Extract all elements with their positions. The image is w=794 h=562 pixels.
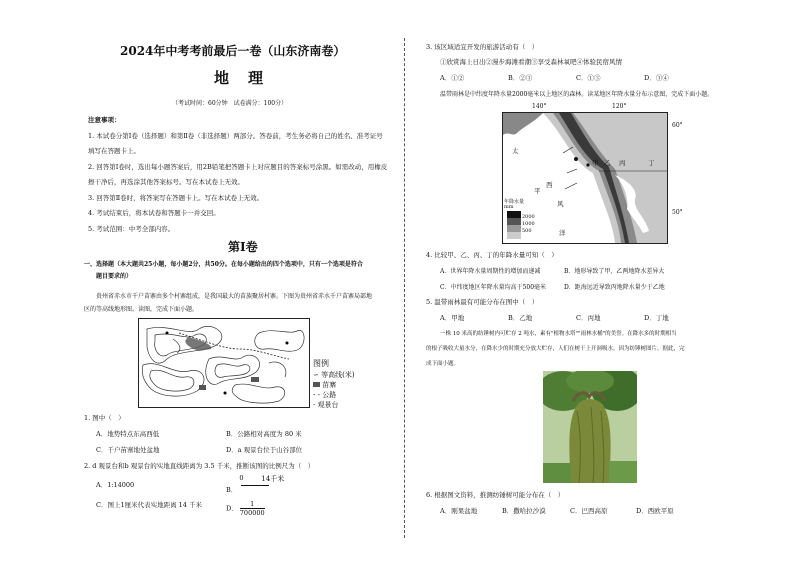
precip-legend-value: 2000 <box>522 214 535 220</box>
bottle-tree-photo <box>543 371 637 483</box>
question-2-option-b[interactable] <box>226 474 299 494</box>
legend-label: 等高线(米) <box>321 371 355 379</box>
question-4-option-a[interactable]: A．世界年降水量周期性的增加而递减 <box>440 268 541 275</box>
section-heading: 题目要求的） <box>96 273 133 280</box>
question-6-stem: 6. 根据图文资料，推测纺锤树可能分布在（ ） <box>426 491 565 499</box>
point-label-bing: 丙 <box>619 159 626 167</box>
question-5-option-c[interactable]: C．丙地 <box>576 314 601 322</box>
scale-value: 14千米 <box>261 475 285 483</box>
map-legend-title: 图例 <box>313 359 329 368</box>
bottle-tree-svg <box>543 371 637 483</box>
ocean-label: 平 <box>534 187 541 195</box>
fraction-denominator: 700000 <box>239 509 265 517</box>
question-4-option-c[interactable]: C．中纬度地区年降水量均高于500毫米 <box>440 284 547 291</box>
note-line: 3. 回答第Ⅱ卷时，将答案写在答题卡上。写在本试卷上无效。 <box>88 194 264 202</box>
longitude-label-120: 120° <box>612 103 627 110</box>
question-2-option-d[interactable] <box>226 500 265 517</box>
point-label-jia: 甲 <box>592 159 599 167</box>
question-3-option-b[interactable]: B．②③ <box>508 74 533 82</box>
question-1-option-b[interactable]: B．公路相对高度为 80 米 <box>226 430 302 438</box>
question-1-option-d[interactable]: D．a 观景台位于山谷部位 <box>226 446 303 454</box>
question-1-option-c[interactable]: C．千户苗寨地处盆地 <box>96 446 160 454</box>
question-1-option-a[interactable]: A．地势特点东高西低 <box>96 430 160 438</box>
ocean-label: 洋 <box>559 229 566 237</box>
latitude-label-60: 60° <box>672 122 683 129</box>
note-line: 2. 回答第Ⅰ卷时，选出每小题答案后，用2B铅笔把答题卡上对应题目的答案标号涂黑。如需改动，用橡皮 <box>88 163 388 171</box>
question-2-stem: 2. d 观景台和b 观景台的实地直线距离为 3.5 千米，推断该图的比例尺为（ ） <box>84 462 315 470</box>
precip-legend-value: 500 <box>522 228 532 234</box>
scale-bar <box>239 474 299 492</box>
ocean-label: 太 <box>512 147 519 155</box>
viewpoint-symbol-icon: · <box>313 401 316 409</box>
exam-info: （考试时间：60分钟 试卷满分：100分） <box>172 100 288 107</box>
westwind-label: 风 <box>557 200 564 208</box>
question-3-items: ①欣赏海上日出②漫步海滩看潮③享受森林氧吧④体验民宿风情 <box>440 58 622 66</box>
village-symbol-icon <box>313 382 320 387</box>
question-3-stem: 3. 该区域适宜开发的旅游活动有（ ） <box>426 43 539 51</box>
subject-title: 地 理 <box>214 69 266 87</box>
scale-zero: 0 <box>239 474 244 482</box>
question-6-option-c[interactable]: C．巴西高原 <box>570 507 608 515</box>
westwind-label: 西 <box>546 181 553 189</box>
question-5-option-a[interactable]: A．甲地 <box>440 314 465 322</box>
question-2-option-a[interactable]: A．1:14000 <box>96 481 135 489</box>
legend-label: 公路 <box>322 391 337 399</box>
latitude-label-50: 50° <box>672 209 683 216</box>
road-symbol-icon: - - <box>313 391 320 399</box>
exam-title: 2024年中考考前最后一卷（山东济南卷） <box>120 44 346 58</box>
note-line: 1. 本试卷分第Ⅰ卷（选择题）和第Ⅱ卷（非选择题）两部分。答卷前，考生务必将自己的姓名、准考证号 <box>88 132 383 140</box>
passage-3-line: 的根子吸收大量水分，在降水少的时期充分放大贮存，人们在树干上开洞吸水。因为纺锤树图片。据此，完 <box>426 346 685 352</box>
contour-symbol-icon: ∽ <box>313 371 319 379</box>
question-3-option-c[interactable]: C．①③ <box>576 74 601 82</box>
question-6-option-d[interactable]: D．西欧平原 <box>636 507 674 515</box>
passage-3-line: 一株 10 米高的纺锤树内可贮存 2 吨水，素有"植物水塔""雨林水桶"的美誉。在降水多的时期相当 <box>440 331 677 337</box>
question-3-option-a[interactable]: A．①② <box>440 74 465 82</box>
precip-legend-value: 1000 <box>522 221 535 227</box>
note-line: 填写在答题卡上。 <box>88 147 140 155</box>
legend-item-road <box>313 390 336 400</box>
notes-title: 注意事项： <box>88 116 121 124</box>
passage-3-line: 成下面小题。 <box>426 361 460 367</box>
section-heading: 一、选择题（本大题共25小题，每小题2分，共50分。在每小题给出的四个选项中，只有一个选项是符合 <box>84 261 363 268</box>
legend-label: 苗寨 <box>322 381 337 389</box>
question-4-stem: 4. 比较甲、乙、丙、丁的年降水量可知（ ） <box>426 251 558 259</box>
precip-legend-title: 年降水量 <box>504 199 525 205</box>
question-4-option-d[interactable]: D．距海远近导致丙地降水量少于乙地 <box>564 284 665 291</box>
point-label-yi: 乙 <box>604 159 611 167</box>
legend-label: 观景台 <box>317 401 339 409</box>
question-3-option-d[interactable]: D．③④ <box>644 74 669 82</box>
contour-map <box>138 318 310 408</box>
part-title: 第Ⅰ卷 <box>228 240 258 254</box>
column-divider <box>404 38 405 538</box>
precip-legend-unit: mm <box>504 204 514 210</box>
legend-item-contour <box>313 370 355 380</box>
question-5-option-d[interactable]: D．丁地 <box>644 314 669 322</box>
passage-line: 区的等高线地形图。读图，完成下面小题。 <box>84 306 199 313</box>
question-1-stem: 1. 图中（ ） <box>84 414 125 422</box>
fraction <box>240 500 265 517</box>
legend-item-village <box>313 380 336 390</box>
legend-item-viewpoint <box>313 400 338 410</box>
longitude-label-140: 140° <box>532 103 547 110</box>
contour-map-svg <box>139 319 309 407</box>
option-letter: B． <box>226 486 238 494</box>
question-6-option-b[interactable]: B．撒哈拉沙漠 <box>502 507 546 515</box>
option-letter: D． <box>226 504 238 513</box>
point-label-ding: 丁 <box>648 159 655 167</box>
passage-2-intro: 温带雨林是中纬度年降水量2000毫米以上地区的森林。读某地区年降水量分布示意图，完成下面小题。 <box>440 91 714 98</box>
note-line: 5. 考试范围：中考全部内容。 <box>88 225 175 233</box>
passage-line: 贵州省赤水市千户苗寨由多个村寨组成，是我国最大的苗族聚居村寨。下图为贵州省赤水千户苗寨局部地 <box>96 293 373 300</box>
note-line: 擦干净后，再选涂其他答案标号。写在本试卷上无效。 <box>88 178 244 186</box>
question-5-option-b[interactable]: B．乙地 <box>508 314 533 322</box>
question-2-option-c[interactable]: C．图上1厘米代表实地距离 14 千米 <box>96 501 203 509</box>
question-5-stem: 5. 温带雨林最有可能分布在图中（ ） <box>426 298 539 306</box>
question-6-option-a[interactable]: A．刚果盆地 <box>440 507 478 515</box>
question-4-option-b[interactable]: B．地形导致了甲、乙两地降水差异大 <box>564 268 665 275</box>
note-line: 4. 考试结束后，将本试卷和答题卡一并交回。 <box>88 209 220 217</box>
fraction-numerator: 1 <box>240 500 265 509</box>
